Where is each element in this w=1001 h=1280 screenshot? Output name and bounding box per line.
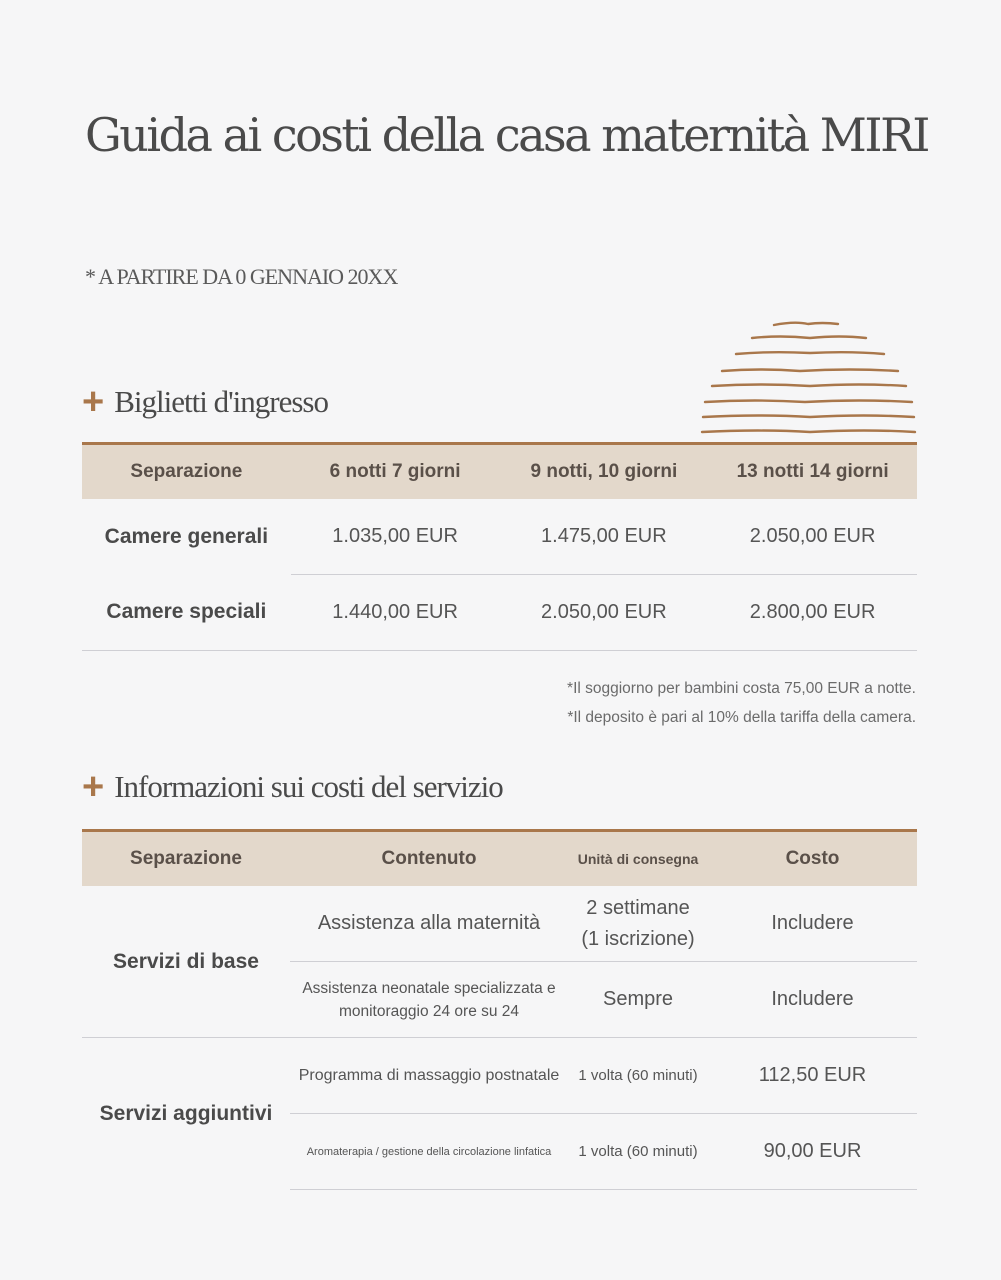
- unit-cell: Sempre: [568, 962, 708, 1038]
- table-row: [82, 886, 917, 962]
- unit-cell: 1 volta (60 minuti): [568, 1038, 708, 1114]
- price-cell: 1.475,00 EUR: [500, 499, 709, 575]
- content-cell: Aromaterapia / gestione della circolazione linfatica: [290, 1114, 568, 1190]
- column-header: Costo: [785, 848, 840, 869]
- services-table: [82, 829, 917, 1190]
- column-header: Separazione: [130, 848, 242, 869]
- page-title: Guida ai costi della casa maternità MIRI: [85, 108, 928, 162]
- price-cell: 1.035,00 EUR: [291, 499, 500, 575]
- section-heading-text: Biglietti d'ingresso: [114, 384, 328, 419]
- row-label: Camere speciali: [82, 575, 291, 651]
- content-line: monitoraggio 24 ore su 24: [338, 1002, 520, 1020]
- plus-icon: +: [82, 766, 105, 808]
- content-cell: [290, 962, 568, 1038]
- price-cell: 2.050,00 EUR: [500, 575, 709, 651]
- group-label: Servizi di base: [82, 886, 290, 1038]
- cost-cell: Includere: [708, 962, 917, 1038]
- unit-cell: [568, 886, 708, 962]
- unit-cell: 1 volta (60 minuti): [568, 1114, 708, 1190]
- cost-cell: 90,00 EUR: [708, 1114, 917, 1190]
- section-heading-tickets: [82, 383, 328, 421]
- column-header: Contenuto: [381, 848, 477, 869]
- column-header: 13 notti 14 giorni: [736, 461, 889, 482]
- content-line: Assistenza neonatale specializzata e: [302, 979, 556, 997]
- row-label: Camere generali: [104, 524, 269, 548]
- price-cell: 2.800,00 EUR: [708, 575, 917, 651]
- column-header: Separazione: [130, 461, 243, 482]
- table-header-row: [82, 831, 917, 887]
- column-header: 9 notti, 10 giorni: [530, 461, 678, 482]
- column-header: 6 notti 7 giorni: [329, 461, 461, 482]
- footnotes: [567, 674, 916, 732]
- section-heading-services: [82, 768, 503, 806]
- unit-line: (1 iscrizione): [581, 927, 695, 950]
- cost-cell: 112,50 EUR: [708, 1038, 917, 1114]
- group-label: Servizi aggiuntivi: [99, 1101, 273, 1125]
- section-heading-text: Informazioni sui costi del servizio: [114, 769, 503, 804]
- table-header-row: [82, 444, 917, 500]
- table-row: [82, 575, 917, 651]
- striped-semicircle-icon: [700, 318, 920, 443]
- effective-date: * A PARTIRE DA 0 GENNAIO 20XX: [85, 264, 398, 289]
- content-cell: Assistenza alla maternità: [290, 886, 568, 962]
- footnote: *Il deposito è pari al 10% della tariffa della camera.: [567, 709, 916, 726]
- price-cell: 2.050,00 EUR: [708, 499, 917, 575]
- table-row: [82, 1038, 917, 1114]
- column-header: Unità di consegna: [577, 851, 699, 867]
- footnote: *Il soggiorno per bambini costa 75,00 EUR a notte.: [567, 680, 916, 697]
- table-row: [82, 499, 917, 575]
- plus-icon: +: [82, 381, 105, 423]
- cost-cell: Includere: [708, 886, 917, 962]
- price-cell: 1.440,00 EUR: [291, 575, 500, 651]
- content-cell: Programma di massaggio postnatale: [290, 1038, 568, 1114]
- unit-line: 2 settimane: [586, 896, 690, 919]
- tickets-table: [82, 442, 917, 651]
